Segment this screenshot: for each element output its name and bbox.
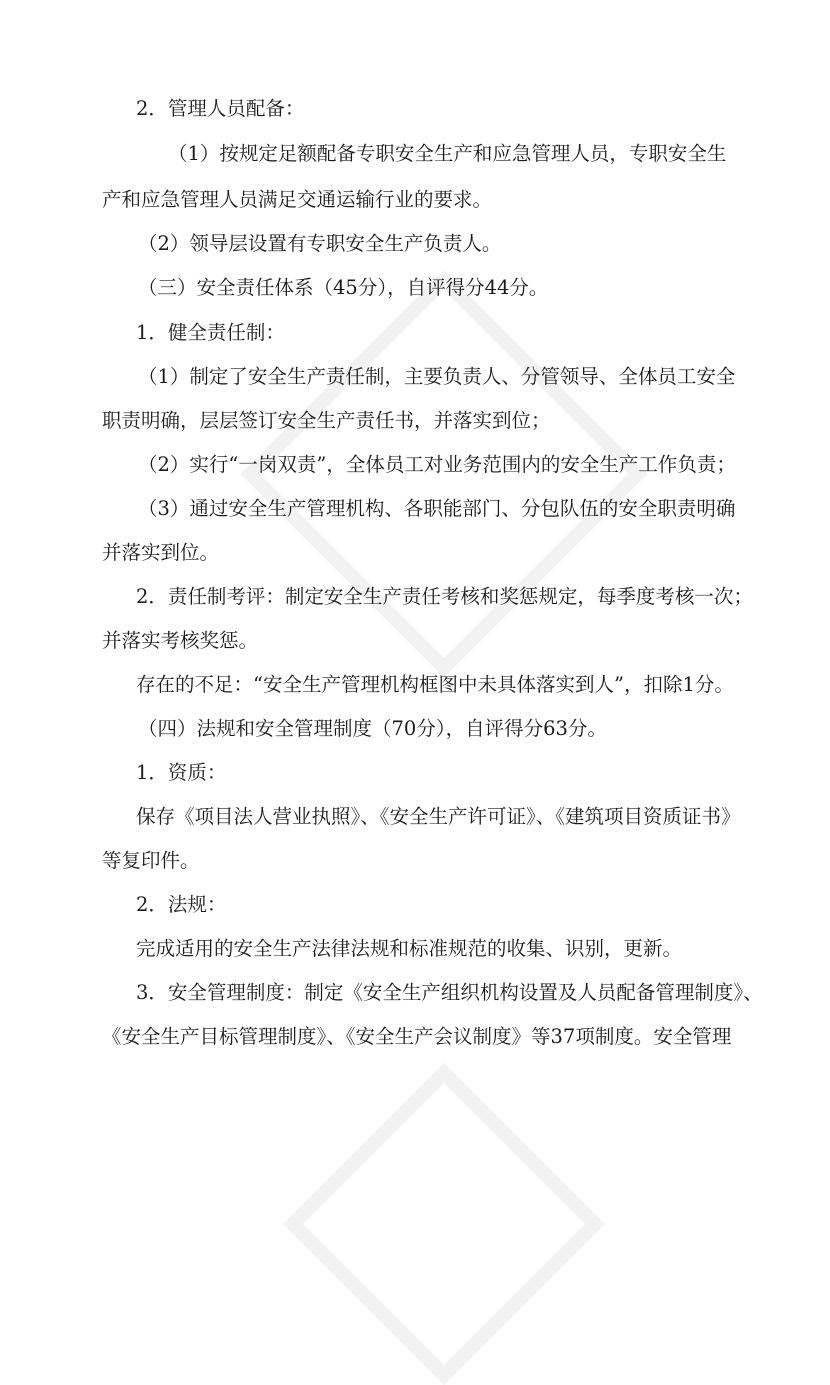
section-heading: 1．资质： <box>136 761 227 784</box>
paragraph-line: 《安全生产目标管理制度》、《安全生产会议制度》等37项制度。安全管理 <box>102 1025 732 1048</box>
paragraph-line: 保存《项目法人营业执照》、《安全生产许可证》、《建筑项目资质证书》 <box>136 805 741 828</box>
paragraph-line: （2）领导层设置有专职安全生产负责人。 <box>138 232 502 255</box>
paragraph-line: （1）按规定足额配备专职安全生产和应急管理人员，专职安全生 <box>168 142 727 165</box>
paragraph-line: 并落实考核奖惩。 <box>102 629 259 652</box>
paragraph-line: （3）通过安全生产管理机构、各职能部门、分包队伍的安全职责明确 <box>138 497 736 520</box>
section-heading: 1．健全责任制： <box>136 321 285 344</box>
section-heading: 2．管理人员配备： <box>136 97 305 120</box>
paragraph-line: 等复印件。 <box>102 849 200 872</box>
paragraph-line: 存在的不足：“安全生产管理机构框图中未具体落实到人”，扣除1分。 <box>136 673 734 696</box>
section-heading: （三）安全责任体系（45分），自评得分44分。 <box>138 276 549 299</box>
paragraph-line: 产和应急管理人员满足交通运输行业的要求。 <box>102 188 493 211</box>
paragraph-line: 2．责任制考评：制定安全生产责任考核和奖惩规定，每季度考核一次； <box>136 585 753 608</box>
section-heading: （四）法规和安全管理制度（70分），自评得分63分。 <box>138 717 607 740</box>
paragraph-line: （1）制定了安全生产责任制，主要负责人、分管领导、全体员工安全 <box>138 365 736 388</box>
watermark-diamond-icon <box>283 1063 605 1385</box>
paragraph-line: 3．安全管理制度：制定《安全生产组织机构设置及人员配备管理制度》、 <box>136 981 763 1004</box>
paragraph-line: （2）实行“一岗双责”，全体员工对业务范围内的安全生产工作负责； <box>138 453 736 476</box>
paragraph-line: 并落实到位。 <box>102 541 220 564</box>
paragraph-line: 职责明确，层层签订安全生产责任书，并落实到位； <box>102 409 551 432</box>
paragraph-line: 完成适用的安全生产法律法规和标准规范的收集、识别，更新。 <box>136 937 683 960</box>
section-heading: 2．法规： <box>136 893 227 916</box>
